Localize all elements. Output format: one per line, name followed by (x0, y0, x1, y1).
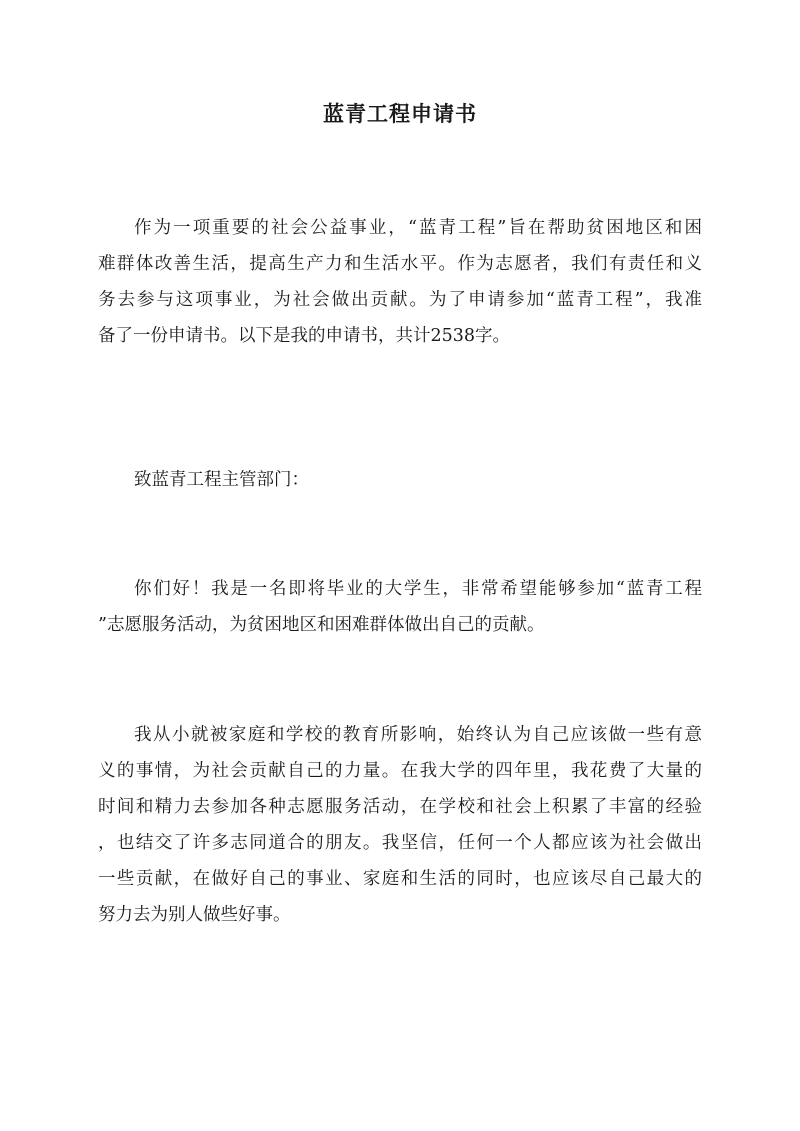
paragraph-line: 致蓝青工程主管部门： (134, 470, 309, 490)
paragraph-line: 务去参与这项事业，为社会做出贡献。为了申请参加“蓝青工程”，我准 (98, 290, 702, 310)
paragraph-line: 作为一项重要的社会公益事业，“蓝青工程”旨在帮助贫困地区和困 (134, 218, 702, 238)
paragraph-intro (98, 210, 702, 354)
paragraph-background (98, 717, 702, 933)
paragraph-line: 时间和精力去参加各种志愿服务活动，在学校和社会上积累了丰富的经验 (98, 797, 702, 817)
paragraph-line: 我从小就被家庭和学校的教育所影响，始终认为自己应该做一些有意 (134, 725, 702, 745)
paragraph-line: ”志愿服务活动，为贫困地区和困难群体做出自己的贡献。 (98, 615, 545, 635)
paragraph-line: 你们好！我是一名即将毕业的大学生，非常希望能够参加“蓝青工程 (134, 579, 702, 599)
document-title: 蓝青工程申请书 (323, 101, 477, 126)
paragraph-line: 义的事情，为社会贡献自己的力量。在我大学的四年里，我花费了大量的 (98, 761, 702, 781)
paragraph-line: 努力去为别人做些好事。 (98, 905, 291, 925)
paragraph-line: ，也结交了许多志同道合的朋友。我坚信，任何一个人都应该为社会做出 (98, 833, 702, 853)
paragraph-line: 难群体改善生活，提高生产力和生活水平。作为志愿者，我们有责任和义 (98, 254, 702, 274)
paragraph-line: 一些贡献，在做好自己的事业、家庭和生活的同时，也应该尽自己最大的 (98, 869, 702, 889)
paragraph-line: 备了一份申请书。以下是我的申请书，共计2538字。 (98, 326, 511, 346)
paragraph-salutation (98, 462, 702, 498)
paragraph-greeting (98, 571, 702, 643)
